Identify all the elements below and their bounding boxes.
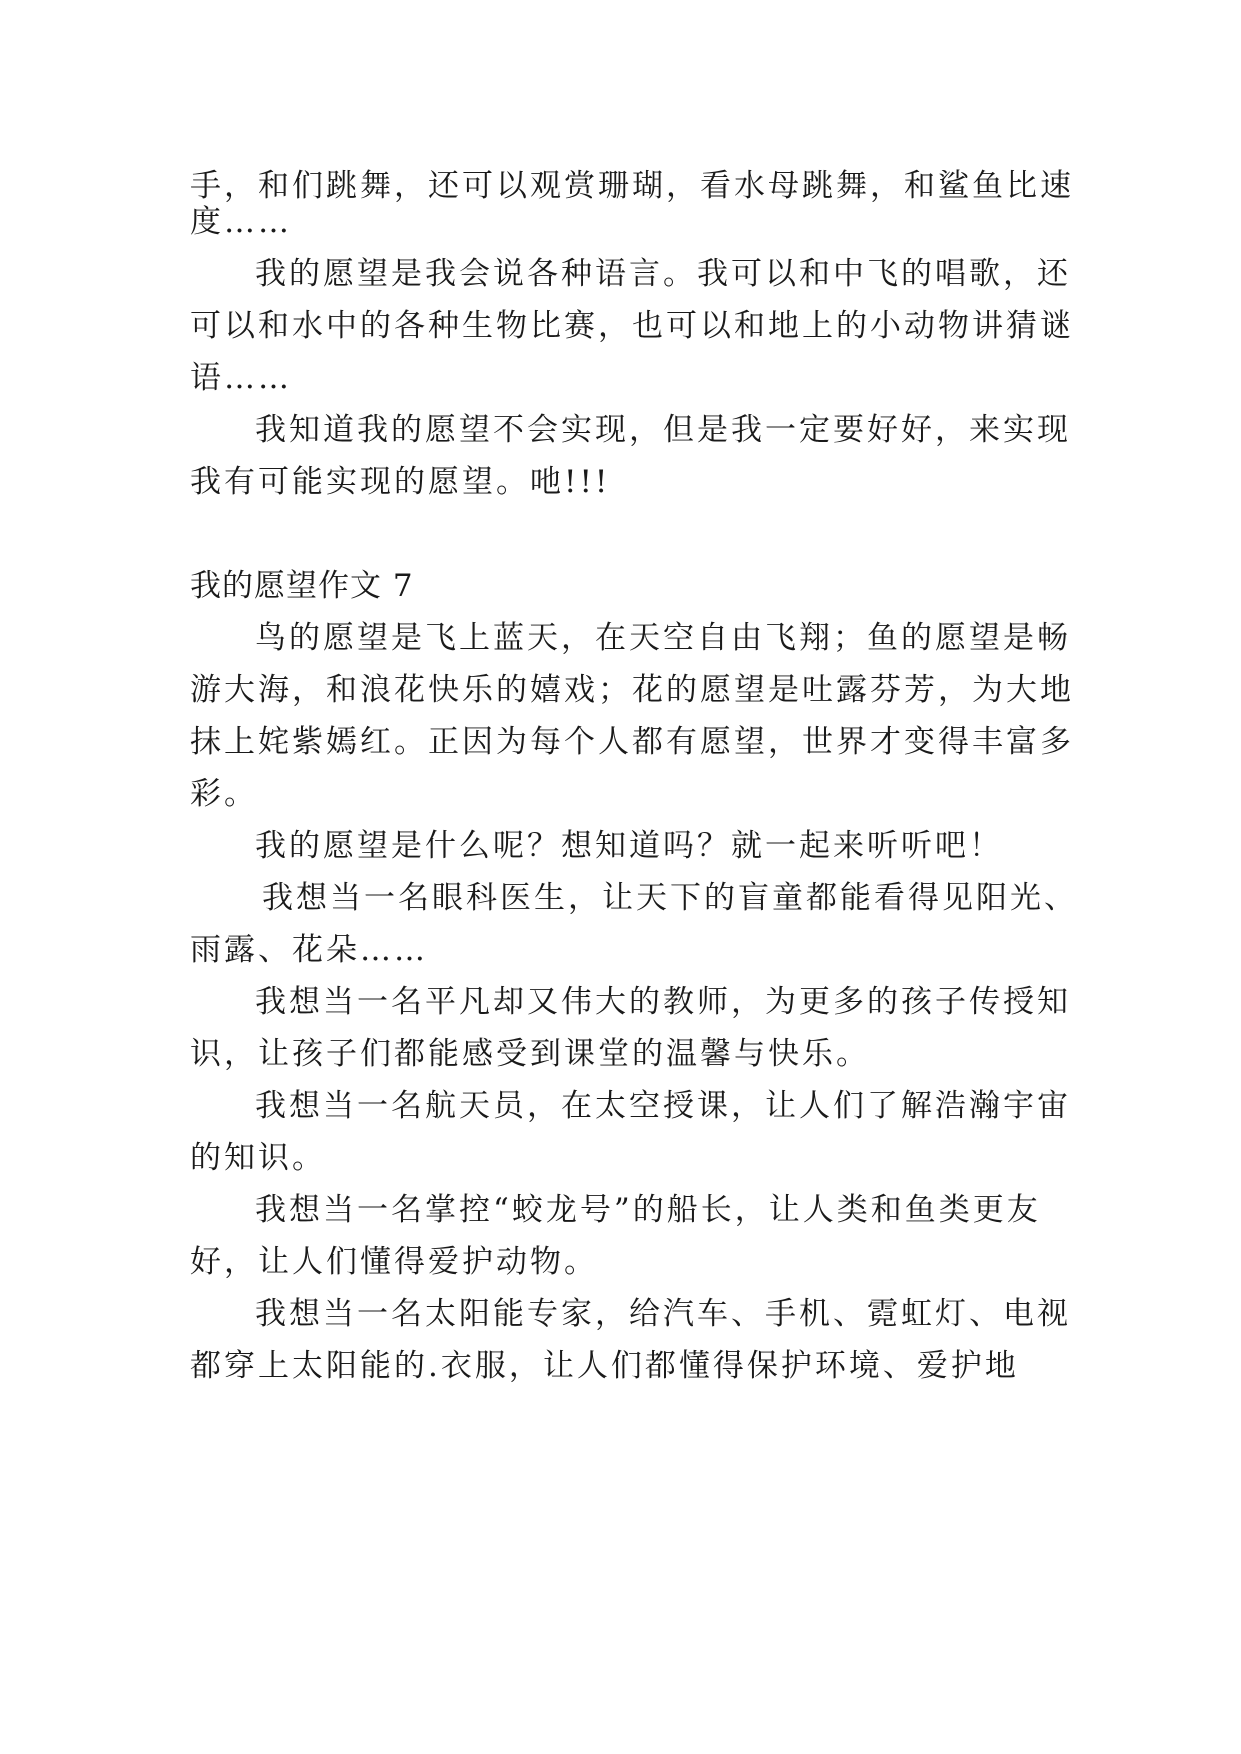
paragraph-line: 我想当一名掌控“蛟龙号”的船长，让人类和鱼类更友 bbox=[255, 1192, 1041, 1228]
paragraph-line: 我想当一名平凡却又伟大的教师，为更多的孩子传授知 bbox=[255, 984, 1071, 1020]
paragraph-line: 鸟的愿望是飞上蓝天，在天空自由飞翔；鱼的愿望是畅 bbox=[255, 620, 1071, 656]
paragraph-line: 彩。 bbox=[190, 776, 258, 812]
paragraph-line: 手，和们跳舞，还可以观赏珊瑚，看水母跳舞，和鲨鱼比速 bbox=[190, 168, 1074, 204]
paragraph-line: 我的愿望是什么呢？想知道吗？就一起来听听吧！ bbox=[255, 828, 1003, 864]
section-title: 我的愿望作文 7 bbox=[190, 568, 414, 604]
paragraph-line: 识，让孩子们都能感受到课堂的温馨与快乐。 bbox=[190, 1036, 870, 1072]
paragraph-line: 我想当一名眼科医生，让天下的盲童都能看得见阳光、 bbox=[262, 880, 1078, 916]
paragraph-line: 雨露、花朵…… bbox=[190, 932, 428, 968]
paragraph-line: 抹上姹紫嫣红。正因为每个人都有愿望，世界才变得丰富多 bbox=[190, 724, 1074, 760]
paragraph-line: 度…… bbox=[190, 204, 292, 240]
paragraph-line: 我想当一名航天员，在太空授课，让人们了解浩瀚宇宙 bbox=[255, 1088, 1071, 1124]
paragraph-line: 的知识。 bbox=[190, 1140, 326, 1176]
paragraph-line: 我想当一名太阳能专家，给汽车、手机、霓虹灯、电视 bbox=[255, 1296, 1071, 1332]
paragraph-line: 都穿上太阳能的.衣服，让人们都懂得保护环境、爱护地 bbox=[190, 1348, 1019, 1384]
paragraph-line: 游大海，和浪花快乐的嬉戏；花的愿望是吐露芬芳，为大地 bbox=[190, 672, 1074, 708]
paragraph-line: 好，让人们懂得爱护动物。 bbox=[190, 1244, 598, 1280]
paragraph-line: 语…… bbox=[190, 360, 292, 396]
paragraph-line: 可以和水中的各种生物比赛，也可以和地上的小动物讲猜谜 bbox=[190, 308, 1074, 344]
paragraph-line: 我有可能实现的愿望。吔!!! bbox=[190, 464, 611, 500]
paragraph-line: 我知道我的愿望不会实现，但是我一定要好好，来实现 bbox=[255, 412, 1071, 448]
paragraph-line: 我的愿望是我会说各种语言。我可以和中飞的唱歌，还 bbox=[255, 256, 1071, 292]
